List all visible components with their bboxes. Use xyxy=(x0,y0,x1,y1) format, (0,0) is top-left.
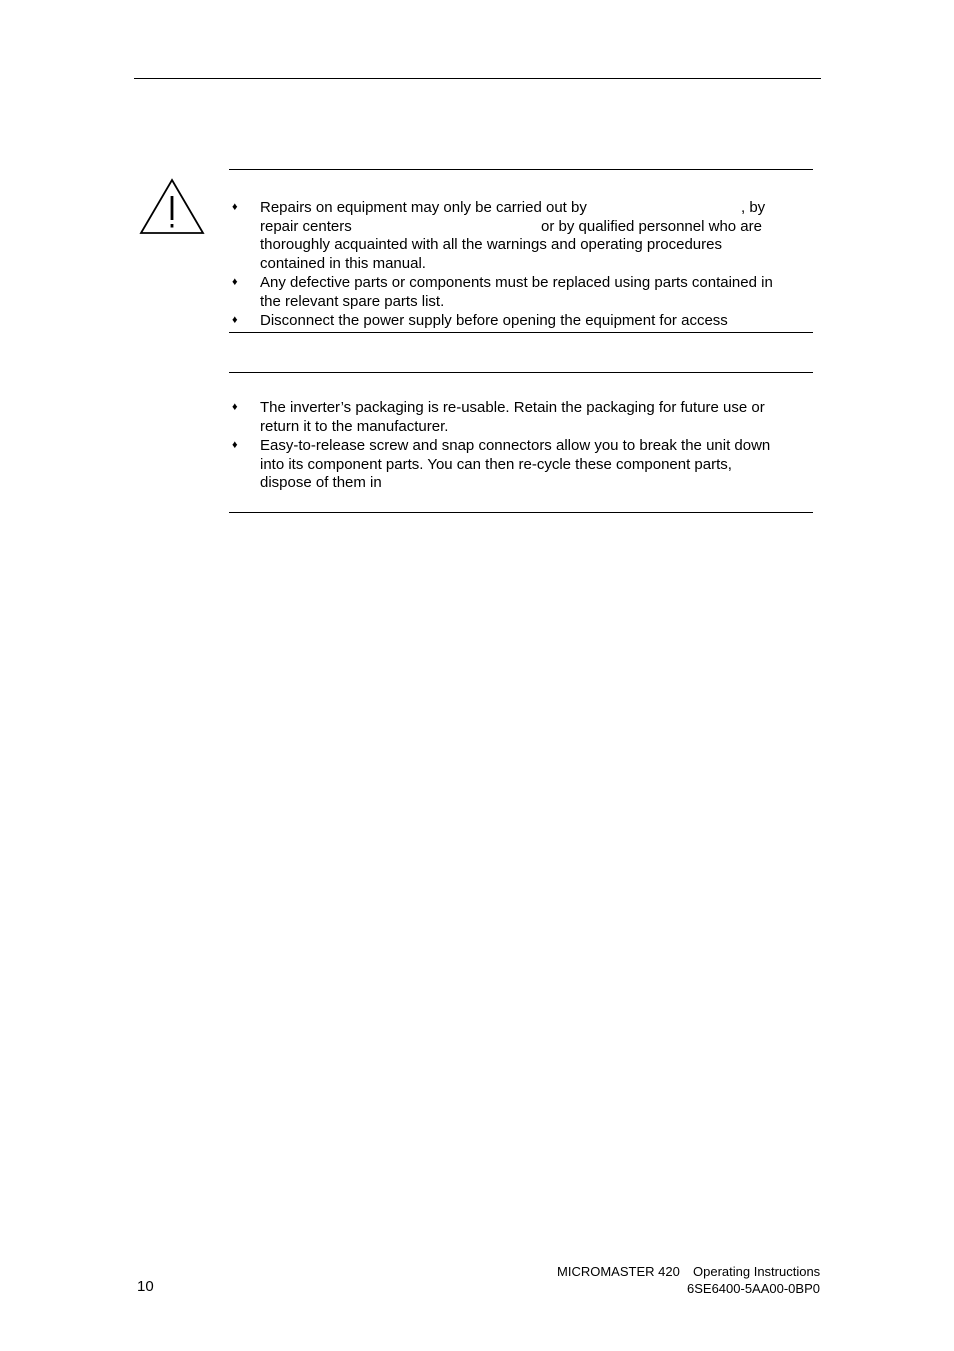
warning-top-rule xyxy=(229,169,813,170)
environment-item-2-line-2: into its component parts. You can then re-cycle these component parts, xyxy=(260,456,732,473)
environment-bottom-rule xyxy=(229,512,813,513)
warning-bottom-rule xyxy=(229,332,813,333)
environment-top-rule xyxy=(229,372,813,373)
warning-item-1-line-3: thoroughly acquainted with all the warnings and operating procedures xyxy=(260,236,722,253)
environment-item-1-line-1: The inverter’s packaging is re-usable. Retain the packaging for future use or xyxy=(260,399,765,416)
warning-item-3-line-1: Disconnect the power supply before opening the equipment for access xyxy=(260,312,728,329)
warning-item-1-line-4: contained in this manual. xyxy=(260,255,426,272)
environment-item-2-line-1: Easy-to-release screw and snap connectors allow you to break the unit down xyxy=(260,437,771,454)
bullet-icon: ♦ xyxy=(232,439,238,451)
warning-item-1-line-1b: , by xyxy=(741,199,766,216)
warning-item-2-line-2: the relevant spare parts list. xyxy=(260,293,445,310)
header-rule xyxy=(134,78,821,79)
bullet-icon: ♦ xyxy=(232,401,238,413)
bullet-icon: ♦ xyxy=(232,314,238,326)
warning-triangle-icon xyxy=(139,178,205,236)
warning-item-1-line-2a: repair centers xyxy=(260,218,352,235)
warning-item-1-line-2b: or by qualified personnel who are xyxy=(541,218,762,235)
warning-item-2-line-1: Any defective parts or components must be replaced using parts contained in xyxy=(260,274,773,291)
warning-item-1-line-1a: Repairs on equipment may only be carried out by xyxy=(260,199,587,216)
footer-order-number: 6SE6400-5AA00-0BP0 xyxy=(687,1281,820,1296)
bullet-icon: ♦ xyxy=(232,276,238,288)
footer-doc-type: Operating Instructions xyxy=(693,1264,821,1279)
environment-item-2-line-3: dispose of them in xyxy=(260,474,382,491)
page-number: 10 xyxy=(137,1278,154,1295)
bullet-icon: ♦ xyxy=(232,201,238,213)
environment-item-1-line-2: return it to the manufacturer. xyxy=(260,418,449,435)
footer-product: MICROMASTER 420 xyxy=(557,1264,680,1279)
